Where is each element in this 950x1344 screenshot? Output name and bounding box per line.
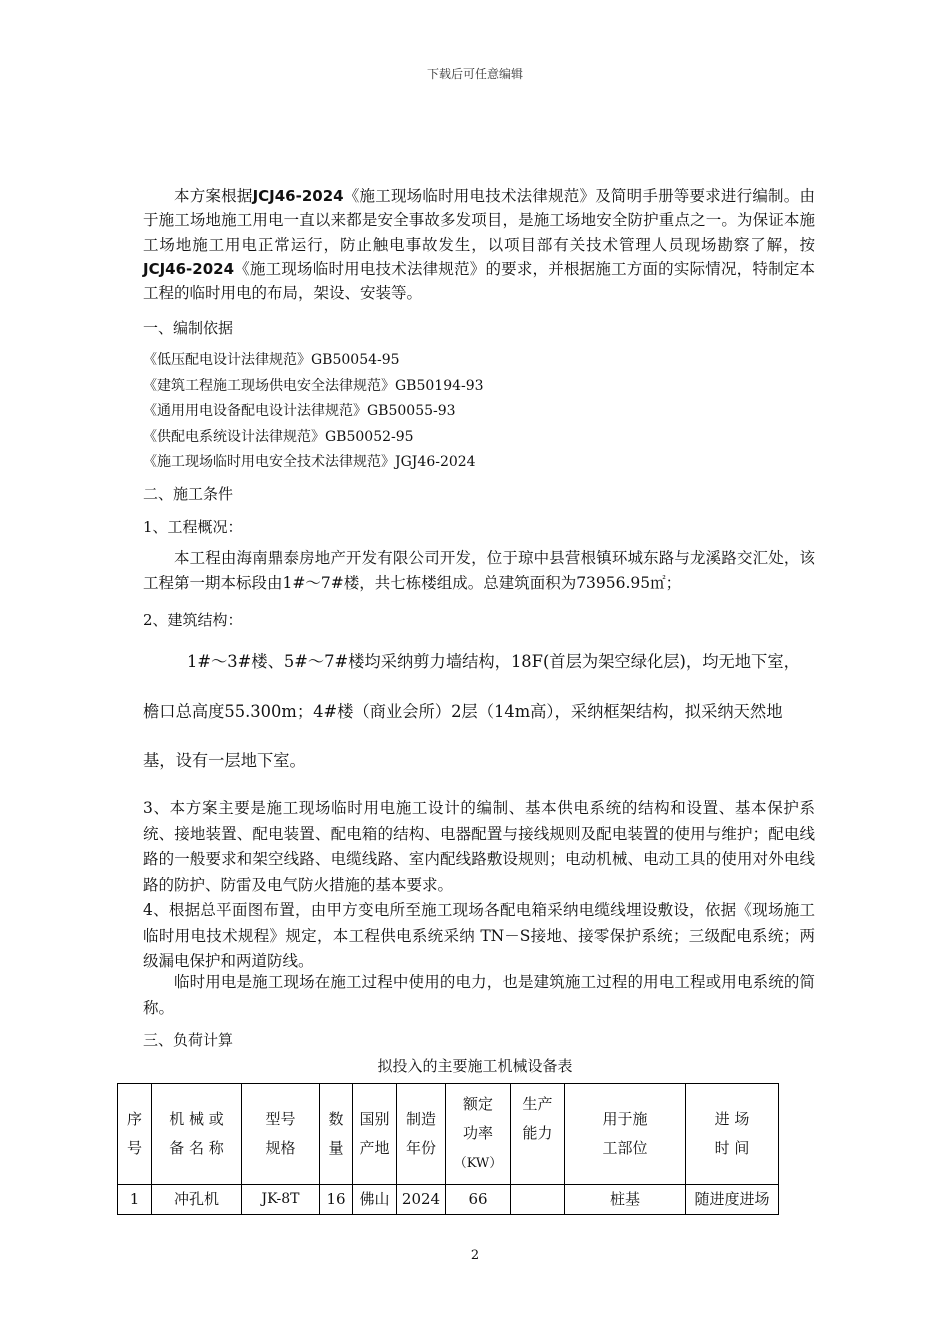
section-heading-load: 三、负荷计算 — [143, 1031, 234, 1049]
intro-paragraph: 本方案根据JCJ46-2024《施工现场临时用电技术法律规范》及简明手册等要求进行编制。由于施工场地施工用电一直以来都是安全事故多发项目，是施工场地安全防护重点之一。为保证本施工场地施工用电正常运行，防止触电事故发生，以项目部有关技术管理人员现场勘察了解，按JCJ46-2024《施工现场临时用电技术法律规范》的要求，并根据施工方面的实际情况，特制定本工程的临时用电的布局，架设、安装等。 — [143, 187, 815, 303]
standard-code: JCJ46-2024 — [252, 187, 344, 205]
header-quantity: 数 量 — [320, 1084, 353, 1185]
table-title: 拟投入的主要施工机械设备表 — [377, 1057, 573, 1075]
header-year: 制造 年份 — [397, 1084, 446, 1185]
header-no: 序 号 — [118, 1084, 152, 1185]
reference-item: 《建筑工程施工现场供电安全法律规范》GB50194-93 — [143, 378, 484, 394]
page-number: 2 — [470, 1248, 480, 1263]
cell-use: 桩基 — [565, 1185, 686, 1215]
structure-line: 檐口总高度55.300m；4#楼（商业会所）2层（14m高），采纳框架结构，拟采纳天然地 — [143, 702, 783, 721]
cell-no: 1 — [118, 1185, 152, 1215]
reference-item: 《通用用电设备配电设计法律规范》GB50055-93 — [143, 403, 456, 419]
item-3-paragraph: 3、本方案主要是施工现场临时用电施工设计的编制、基本供电系统的结构和设置、基本保护系统、接地装置、配电装置、配电箱的结构、电器配置与接线规则及配电装置的使用与维护；配电线路的一般要求和架空线路、电缆线路、室内配线路敷设规则；电动机械、电动工具的使用对外电线路的防护、防雷及电气防火措施的基本要求。 — [143, 799, 815, 894]
cell-time: 随进度进场 — [686, 1185, 779, 1215]
header-model: 型号 规格 — [242, 1084, 320, 1185]
header-time: 进 场 时 间 — [686, 1084, 779, 1185]
structure-line: 基，设有一层地下室。 — [143, 751, 306, 770]
header-name: 机 械 或 备 名 称 — [152, 1084, 242, 1185]
cell-quantity: 16 — [320, 1185, 353, 1215]
overview-paragraph: 本工程由海南鼎泰房地产开发有限公司开发，位于琼中县营根镇环城东路与龙溪路交汇处，该工程第一期本标段由1#～7#楼，共七栋楼组成。总建筑面积为73956.95㎡； — [143, 549, 815, 592]
item-4-paragraph: 4、根据总平面图布置，由甲方变电所至施工现场各配电箱采纳电缆线埋设敷设，依据《现场施工临时用电技术规程》规定，本工程供电系统采纳 TN－S接地、接零保护系统；三级配电系统；两级漏电保护和两道防线。 — [143, 901, 815, 970]
section-heading-conditions: 二、施工条件 — [143, 485, 234, 503]
header-use: 用于施 工部位 — [565, 1084, 686, 1185]
definition-paragraph: 临时用电是施工现场在施工过程中使用的电力，也是建筑施工过程的用电工程或用电系统的简称。 — [143, 973, 815, 1017]
header-capacity: 生产 能力 — [511, 1084, 565, 1185]
reference-item: 《低压配电设计法律规范》GB50054-95 — [143, 352, 400, 368]
table-header-row — [118, 1084, 779, 1185]
header-power: 额定 功率 （KW） — [446, 1084, 511, 1185]
subheading-structure: 2、建筑结构： — [143, 611, 243, 629]
table-row — [118, 1185, 779, 1215]
reference-item: 《供配电系统设计法律规范》GB50052-95 — [143, 429, 414, 445]
equipment-table — [117, 1083, 779, 1215]
structure-line: 1#～3#楼、5#～7#楼均采纳剪力墙结构，18F(首层为架空绿化层)，均无地下室， — [187, 652, 800, 671]
section-heading-basis: 一、编制依据 — [143, 319, 234, 337]
header-origin: 国别 产地 — [353, 1084, 397, 1185]
header-note: 下载后可任意编辑 — [426, 67, 523, 81]
cell-power: 66 — [446, 1185, 511, 1215]
cell-year: 2024 — [397, 1185, 446, 1215]
subheading-overview: 1、工程概况： — [143, 518, 243, 536]
cell-origin: 佛山 — [353, 1185, 397, 1215]
reference-item: 《施工现场临时用电安全技术法律规范》JGJ46-2024 — [143, 454, 476, 470]
cell-capacity — [511, 1185, 565, 1215]
standard-code: JCJ46-2024 — [143, 259, 235, 278]
cell-model: JK-8T — [242, 1185, 320, 1215]
cell-name: 冲孔机 — [152, 1185, 242, 1215]
